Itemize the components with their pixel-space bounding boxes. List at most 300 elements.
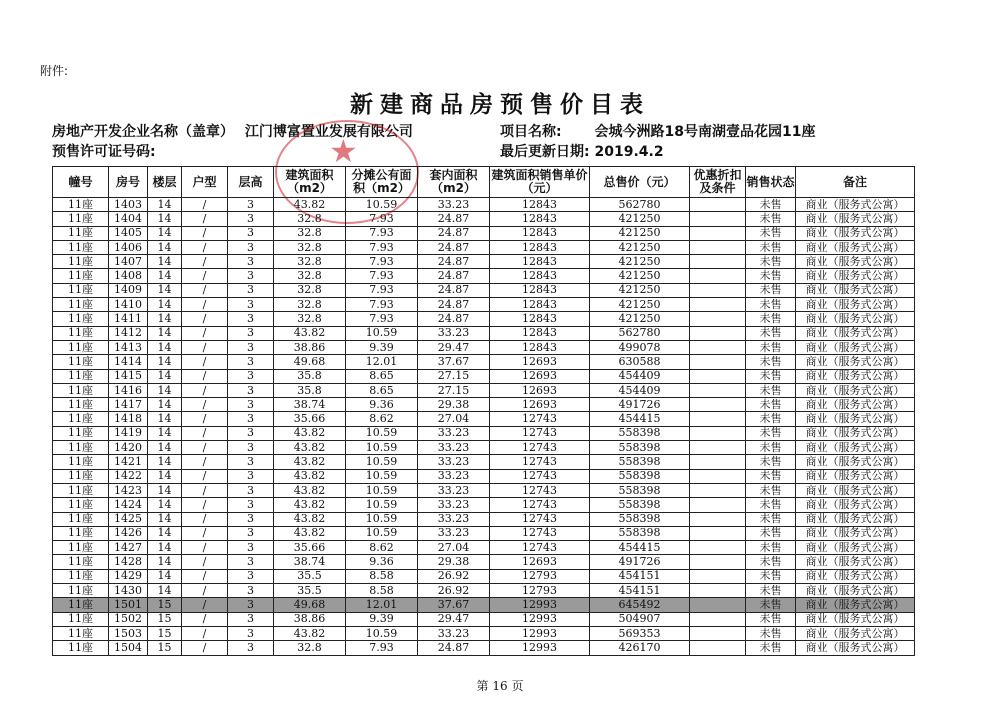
table-cell: 11座 xyxy=(53,641,109,655)
table-cell: / xyxy=(182,326,228,340)
table-cell: 43.82 xyxy=(274,512,346,526)
table-cell: 27.04 xyxy=(418,541,490,555)
table-row xyxy=(53,212,915,226)
table-cell: 3 xyxy=(228,584,274,598)
table-cell: 426170 xyxy=(590,641,690,655)
table-row xyxy=(53,584,915,598)
table-cell: 未售 xyxy=(746,255,796,269)
table-cell: 商业（服务式公寓） xyxy=(796,612,915,626)
table-cell: 未售 xyxy=(746,526,796,540)
table-cell: 11座 xyxy=(53,312,109,326)
table-cell: 35.66 xyxy=(274,412,346,426)
table-cell: 558398 xyxy=(590,426,690,440)
table-row xyxy=(53,455,915,469)
table-cell: 3 xyxy=(228,426,274,440)
table-cell: 11座 xyxy=(53,412,109,426)
table-cell: 14 xyxy=(148,312,182,326)
column-header: 总售价（元） xyxy=(590,167,690,198)
table-cell: 1414 xyxy=(109,355,148,369)
table-row xyxy=(53,441,915,455)
table-cell: 未售 xyxy=(746,469,796,483)
table-cell xyxy=(690,369,746,383)
table-cell: 27.15 xyxy=(418,369,490,383)
table-cell: 14 xyxy=(148,469,182,483)
table-cell: 14 xyxy=(148,383,182,397)
table-row xyxy=(53,298,915,312)
table-cell: 3 xyxy=(228,312,274,326)
table-cell: 未售 xyxy=(746,498,796,512)
developer-line xyxy=(52,121,413,141)
table-cell: 14 xyxy=(148,441,182,455)
table-cell: / xyxy=(182,483,228,497)
column-header: 分摊公有面积（m2） xyxy=(346,167,418,198)
table-cell: / xyxy=(182,555,228,569)
table-cell: / xyxy=(182,212,228,226)
table-cell: 49.68 xyxy=(274,355,346,369)
table-cell: 11座 xyxy=(53,226,109,240)
column-header: 备注 xyxy=(796,167,915,198)
table-cell: 1406 xyxy=(109,240,148,254)
table-cell: 商业（服务式公寓） xyxy=(796,298,915,312)
table-cell: 12843 xyxy=(490,340,590,354)
table-cell: 3 xyxy=(228,398,274,412)
table-cell: 14 xyxy=(148,584,182,598)
table-cell: 49.68 xyxy=(274,598,346,612)
table-cell: 12743 xyxy=(490,455,590,469)
table-cell: 24.87 xyxy=(418,212,490,226)
table-cell: 1422 xyxy=(109,469,148,483)
table-cell: 7.93 xyxy=(346,255,418,269)
table-cell: 33.23 xyxy=(418,326,490,340)
table-cell: 商业（服务式公寓） xyxy=(796,312,915,326)
updated-label: 最后更新日期: xyxy=(500,144,590,160)
table-cell: 3 xyxy=(228,255,274,269)
table-cell: 12743 xyxy=(490,441,590,455)
table-cell: 12743 xyxy=(490,483,590,497)
table-cell: 32.8 xyxy=(274,641,346,655)
column-header: 销售状态 xyxy=(746,167,796,198)
table-cell: 3 xyxy=(228,526,274,540)
table-cell: 未售 xyxy=(746,269,796,283)
page-title: 新建商品房预售价目表 xyxy=(350,92,650,118)
table-row xyxy=(53,626,915,640)
page-number: 第 16 页 xyxy=(476,679,524,693)
table-cell: 14 xyxy=(148,398,182,412)
table-cell xyxy=(690,283,746,297)
table-cell: 12793 xyxy=(490,584,590,598)
table-cell xyxy=(690,498,746,512)
table-row xyxy=(53,355,915,369)
table-cell: 3 xyxy=(228,598,274,612)
table-cell: 3 xyxy=(228,412,274,426)
table-cell: / xyxy=(182,355,228,369)
table-cell: 454415 xyxy=(590,541,690,555)
table-cell xyxy=(690,240,746,254)
table-cell: 11座 xyxy=(53,555,109,569)
table-cell: 3 xyxy=(228,469,274,483)
table-cell: 9.36 xyxy=(346,398,418,412)
table-cell: 未售 xyxy=(746,355,796,369)
table-cell: / xyxy=(182,240,228,254)
table-cell: 3 xyxy=(228,541,274,555)
table-cell: 1404 xyxy=(109,212,148,226)
table-cell: / xyxy=(182,626,228,640)
table-cell: 未售 xyxy=(746,612,796,626)
table-header-row xyxy=(53,167,915,198)
table-cell: 38.86 xyxy=(274,340,346,354)
table-cell: 14 xyxy=(148,298,182,312)
table-cell: 12843 xyxy=(490,283,590,297)
table-cell: 29.38 xyxy=(418,555,490,569)
table-cell: 43.82 xyxy=(274,326,346,340)
table-cell: 1424 xyxy=(109,498,148,512)
table-cell: 1423 xyxy=(109,483,148,497)
table-cell: 14 xyxy=(148,498,182,512)
table-cell xyxy=(690,512,746,526)
table-cell: 1504 xyxy=(109,641,148,655)
table-cell: 10.59 xyxy=(346,483,418,497)
table-cell: 14 xyxy=(148,269,182,283)
table-cell xyxy=(690,626,746,640)
table-cell: 14 xyxy=(148,340,182,354)
table-cell: 32.8 xyxy=(274,240,346,254)
table-cell: 558398 xyxy=(590,498,690,512)
table-cell: 未售 xyxy=(746,412,796,426)
table-row xyxy=(53,483,915,497)
table-cell: 商业（服务式公寓） xyxy=(796,555,915,569)
table-cell: 商业（服务式公寓） xyxy=(796,584,915,598)
table-row xyxy=(53,398,915,412)
table-cell: 11座 xyxy=(53,498,109,512)
table-cell: 商业（服务式公寓） xyxy=(796,526,915,540)
table-cell xyxy=(690,612,746,626)
table-cell: 9.39 xyxy=(346,340,418,354)
table-cell: 32.8 xyxy=(274,269,346,283)
table-cell: 562780 xyxy=(590,326,690,340)
table-cell: 1429 xyxy=(109,569,148,583)
table-cell: 7.93 xyxy=(346,283,418,297)
table-cell: 7.93 xyxy=(346,298,418,312)
table-cell: 1410 xyxy=(109,298,148,312)
table-cell: 未售 xyxy=(746,584,796,598)
table-cell: 11座 xyxy=(53,212,109,226)
table-cell: 8.65 xyxy=(346,369,418,383)
table-cell: 11座 xyxy=(53,584,109,598)
table-cell: 11座 xyxy=(53,340,109,354)
table-cell: 12993 xyxy=(490,598,590,612)
table-cell: 558398 xyxy=(590,469,690,483)
table-row xyxy=(53,469,915,483)
table-cell xyxy=(690,212,746,226)
table-cell: 33.23 xyxy=(418,512,490,526)
table-cell: 38.74 xyxy=(274,555,346,569)
table-cell: 33.23 xyxy=(418,498,490,512)
table-cell: 26.92 xyxy=(418,584,490,598)
table-cell: / xyxy=(182,398,228,412)
table-cell: 421250 xyxy=(590,240,690,254)
table-cell: 32.8 xyxy=(274,212,346,226)
table-cell xyxy=(690,569,746,583)
table-cell: 12843 xyxy=(490,240,590,254)
table-cell: / xyxy=(182,198,228,212)
table-cell: 421250 xyxy=(590,255,690,269)
table-cell: / xyxy=(182,312,228,326)
table-cell: 11座 xyxy=(53,198,109,212)
table-cell: 33.23 xyxy=(418,441,490,455)
table-cell: 43.82 xyxy=(274,626,346,640)
table-cell: / xyxy=(182,569,228,583)
table-cell: 15 xyxy=(148,612,182,626)
table-cell: 35.5 xyxy=(274,569,346,583)
table-cell: 1403 xyxy=(109,198,148,212)
table-cell: 12743 xyxy=(490,412,590,426)
table-cell: 24.87 xyxy=(418,641,490,655)
table-cell xyxy=(690,483,746,497)
table-cell: 37.67 xyxy=(418,355,490,369)
table-cell: 商业（服务式公寓） xyxy=(796,383,915,397)
table-cell: 3 xyxy=(228,498,274,512)
table-cell: 11座 xyxy=(53,426,109,440)
table-cell: 11座 xyxy=(53,383,109,397)
table-cell: 11座 xyxy=(53,483,109,497)
table-cell: 491726 xyxy=(590,555,690,569)
table-cell: 10.59 xyxy=(346,469,418,483)
table-cell: 33.23 xyxy=(418,426,490,440)
table-cell: 商业（服务式公寓） xyxy=(796,512,915,526)
table-cell: 558398 xyxy=(590,441,690,455)
table-cell: 未售 xyxy=(746,369,796,383)
table-cell: 1425 xyxy=(109,512,148,526)
table-cell: 11座 xyxy=(53,469,109,483)
table-cell: 32.8 xyxy=(274,283,346,297)
table-row xyxy=(53,312,915,326)
table-cell: 10.59 xyxy=(346,526,418,540)
table-cell: 11座 xyxy=(53,283,109,297)
column-header: 户型 xyxy=(182,167,228,198)
table-cell: 未售 xyxy=(746,555,796,569)
table-row xyxy=(53,240,915,254)
table-row xyxy=(53,198,915,212)
table-cell: 未售 xyxy=(746,383,796,397)
table-cell: 10.59 xyxy=(346,455,418,469)
table-cell: / xyxy=(182,226,228,240)
table-cell: 商业（服务式公寓） xyxy=(796,626,915,640)
seal-star-icon: ★ xyxy=(329,132,358,170)
table-cell: 12743 xyxy=(490,526,590,540)
table-cell: 12843 xyxy=(490,255,590,269)
table-cell: / xyxy=(182,298,228,312)
table-cell: 3 xyxy=(228,226,274,240)
table-cell: 11座 xyxy=(53,326,109,340)
table-cell: 12743 xyxy=(490,469,590,483)
table-cell: 3 xyxy=(228,283,274,297)
table-cell: 8.58 xyxy=(346,584,418,598)
table-cell: 14 xyxy=(148,541,182,555)
table-cell: 454151 xyxy=(590,584,690,598)
table-cell: 3 xyxy=(228,441,274,455)
table-cell: / xyxy=(182,455,228,469)
table-cell xyxy=(690,441,746,455)
table-cell: 3 xyxy=(228,240,274,254)
table-cell: / xyxy=(182,426,228,440)
table-row xyxy=(53,255,915,269)
table-row xyxy=(53,426,915,440)
table-row xyxy=(53,283,915,297)
column-header: 优惠折扣及条件 xyxy=(690,167,746,198)
price-table xyxy=(52,166,915,656)
table-cell: 11座 xyxy=(53,355,109,369)
table-cell: 43.82 xyxy=(274,483,346,497)
column-header: 建筑面积销售单价（元） xyxy=(490,167,590,198)
table-cell: 11座 xyxy=(53,269,109,283)
table-cell: 12693 xyxy=(490,383,590,397)
table-cell: / xyxy=(182,584,228,598)
table-cell: 14 xyxy=(148,212,182,226)
table-cell: 504907 xyxy=(590,612,690,626)
table-cell: 454409 xyxy=(590,383,690,397)
table-cell: 11座 xyxy=(53,441,109,455)
table-cell: 7.93 xyxy=(346,641,418,655)
table-cell: 8.58 xyxy=(346,569,418,583)
project-name: 会城今洲路18号南湖壹品花园11座 xyxy=(594,124,816,140)
column-header: 层高 xyxy=(228,167,274,198)
table-cell xyxy=(690,255,746,269)
table-cell: 14 xyxy=(148,283,182,297)
table-cell: 未售 xyxy=(746,641,796,655)
table-cell: 14 xyxy=(148,555,182,569)
table-cell: 32.8 xyxy=(274,298,346,312)
table-cell: 421250 xyxy=(590,226,690,240)
table-cell: 29.38 xyxy=(418,398,490,412)
table-cell: 14 xyxy=(148,455,182,469)
table-cell: 12843 xyxy=(490,198,590,212)
column-header: 套内面积（m2） xyxy=(418,167,490,198)
table-row xyxy=(53,326,915,340)
table-cell: 12793 xyxy=(490,569,590,583)
table-cell xyxy=(690,269,746,283)
table-cell xyxy=(690,526,746,540)
table-cell: 562780 xyxy=(590,198,690,212)
table-cell: 14 xyxy=(148,226,182,240)
table-cell: 35.8 xyxy=(274,369,346,383)
table-cell: 商业（服务式公寓） xyxy=(796,369,915,383)
table-row xyxy=(53,598,915,612)
table-cell: 43.82 xyxy=(274,198,346,212)
table-cell: 7.93 xyxy=(346,269,418,283)
table-cell: 454415 xyxy=(590,412,690,426)
table-cell: 商业（服务式公寓） xyxy=(796,226,915,240)
table-cell: 未售 xyxy=(746,312,796,326)
table-cell: 1416 xyxy=(109,383,148,397)
table-cell: 商业（服务式公寓） xyxy=(796,483,915,497)
table-cell: 未售 xyxy=(746,298,796,312)
table-row xyxy=(53,555,915,569)
updated-value: 2019.4.2 xyxy=(594,144,664,160)
developer-label: 房地产开发企业名称（盖章） xyxy=(52,124,234,140)
table-cell: 14 xyxy=(148,569,182,583)
table-cell: 37.67 xyxy=(418,598,490,612)
table-cell: 32.8 xyxy=(274,312,346,326)
table-cell: 商业（服务式公寓） xyxy=(796,569,915,583)
table-cell: 1421 xyxy=(109,455,148,469)
table-cell: 3 xyxy=(228,612,274,626)
table-cell: 1412 xyxy=(109,326,148,340)
table-cell: 11座 xyxy=(53,255,109,269)
table-cell: 630588 xyxy=(590,355,690,369)
table-cell: 24.87 xyxy=(418,312,490,326)
table-cell: 12.01 xyxy=(346,598,418,612)
table-row xyxy=(53,412,915,426)
table-cell xyxy=(690,298,746,312)
table-cell xyxy=(690,412,746,426)
table-cell: 商业（服务式公寓） xyxy=(796,198,915,212)
table-cell: 12993 xyxy=(490,641,590,655)
column-header: 建筑面积（m2） xyxy=(274,167,346,198)
table-cell: 12743 xyxy=(490,498,590,512)
table-cell xyxy=(690,584,746,598)
table-cell: 15 xyxy=(148,598,182,612)
table-cell xyxy=(690,355,746,369)
table-cell: 33.23 xyxy=(418,469,490,483)
table-cell: 1501 xyxy=(109,598,148,612)
table-cell: 11座 xyxy=(53,626,109,640)
table-cell: 14 xyxy=(148,326,182,340)
table-cell: / xyxy=(182,641,228,655)
table-cell: 14 xyxy=(148,526,182,540)
table-cell: 12843 xyxy=(490,226,590,240)
table-cell: 26.92 xyxy=(418,569,490,583)
table-cell: 12843 xyxy=(490,312,590,326)
table-cell: 27.15 xyxy=(418,383,490,397)
table-cell: 11座 xyxy=(53,298,109,312)
table-cell: 3 xyxy=(228,555,274,569)
table-cell: 8.62 xyxy=(346,412,418,426)
attachment-label: 附件: xyxy=(40,64,69,78)
table-row xyxy=(53,498,915,512)
table-cell: 29.47 xyxy=(418,612,490,626)
table-cell: 24.87 xyxy=(418,240,490,254)
table-cell: 32.8 xyxy=(274,255,346,269)
table-cell: 14 xyxy=(148,483,182,497)
table-cell: 421250 xyxy=(590,212,690,226)
table-cell: / xyxy=(182,598,228,612)
table-cell: 7.93 xyxy=(346,212,418,226)
table-cell: 未售 xyxy=(746,541,796,555)
table-cell xyxy=(690,426,746,440)
table-cell: 12693 xyxy=(490,355,590,369)
permit-label: 预售许可证号码: xyxy=(52,144,156,160)
table-cell: 454151 xyxy=(590,569,690,583)
table-cell: / xyxy=(182,412,228,426)
table-cell: 14 xyxy=(148,512,182,526)
table-cell: 1418 xyxy=(109,412,148,426)
table-cell: 645492 xyxy=(590,598,690,612)
table-cell: 11座 xyxy=(53,541,109,555)
table-cell: 10.59 xyxy=(346,498,418,512)
table-cell: 421250 xyxy=(590,283,690,297)
table-cell: 24.87 xyxy=(418,298,490,312)
table-cell: / xyxy=(182,469,228,483)
table-cell: 商业（服务式公寓） xyxy=(796,283,915,297)
table-cell: 3 xyxy=(228,269,274,283)
table-cell: / xyxy=(182,512,228,526)
table-cell: 38.74 xyxy=(274,398,346,412)
table-cell: 35.66 xyxy=(274,541,346,555)
table-cell: 12743 xyxy=(490,512,590,526)
table-cell: 商业（服务式公寓） xyxy=(796,212,915,226)
updated-line xyxy=(500,141,664,161)
table-cell: 1409 xyxy=(109,283,148,297)
